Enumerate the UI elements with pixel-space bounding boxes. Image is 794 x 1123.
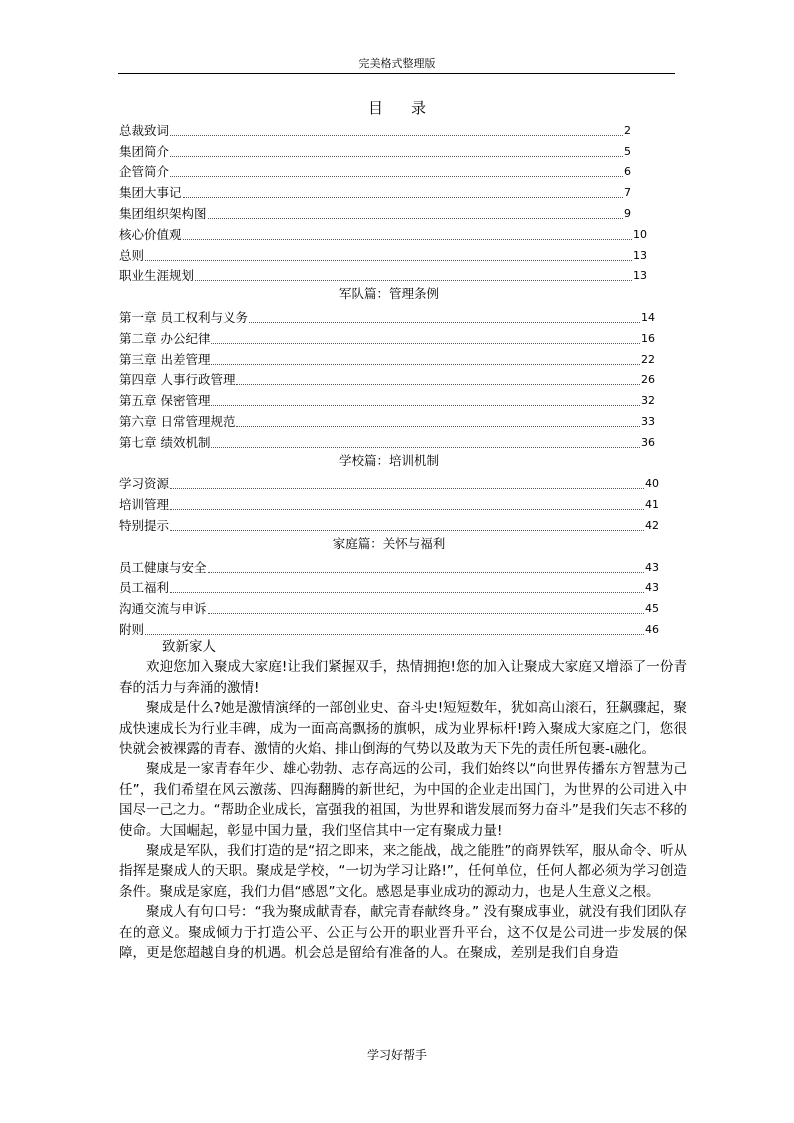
- toc-leader: [211, 354, 640, 365]
- toc-leader: [170, 166, 623, 177]
- table-of-contents: [119, 118, 659, 638]
- toc-entry-label: 集团简介: [119, 143, 170, 159]
- toc-entry-label: 总裁致词: [119, 122, 170, 138]
- toc-leader: [211, 395, 640, 406]
- toc-entry-label: 沟通交流与申诉: [119, 601, 207, 617]
- toc-entry-page: 41: [645, 498, 659, 512]
- toc-leader: [170, 582, 644, 593]
- toc-leader: [236, 374, 640, 385]
- toc-entry-page: 40: [645, 477, 659, 491]
- toc-entry[interactable]: [119, 617, 659, 638]
- toc-entry-label: 员工健康与安全: [119, 559, 207, 575]
- toc-entry[interactable]: [119, 555, 659, 576]
- welcome-letter: [119, 637, 687, 964]
- toc-entry-label: 职业生涯规划: [119, 268, 195, 284]
- toc-entry-page: 9: [624, 206, 631, 220]
- toc-section-heading: 学校篇：培训机制: [338, 452, 439, 468]
- toc-entry-page: 36: [641, 435, 655, 449]
- toc-entry-page: 32: [641, 394, 655, 408]
- toc-entry-label: 第五章 保密管理: [119, 393, 211, 409]
- toc-entry-page: 45: [645, 602, 659, 616]
- toc-entry[interactable]: [119, 139, 631, 160]
- letter-paragraph: 聚成是军队，我们打造的是“招之即来，来之能战，战之能胜”的商界铁军，服从命令、听从指挥是聚成人的天职。聚成是学校，“一切为学习让路!”，任何单位，任何人都必须为学习创造条件。聚成是家庭，我们力倡“感恩”文化。感恩是事业成功的源动力，也是人生意义之根。: [119, 843, 687, 900]
- toc-leader: [195, 270, 632, 281]
- letter-paragraph: 聚成是一家青春年少、雄心勃勃、志存高远的公司，我们始终以“向世界传播东方智慧为己任”，我们希望在风云激荡、四海翻腾的新世纪，为中国的企业走出国门，为世界的公司进入中国尽一己之力。“帮助企业成长，富强我的祖国，为世界和谐发展而努力奋斗”是我们矢志不移的使命。大国崛起，彰显中国力量，我们坚信其中一定有聚成力量!: [119, 761, 687, 839]
- toc-leader: [236, 416, 640, 427]
- toc-leader: [211, 437, 640, 448]
- toc-entry[interactable]: [119, 326, 655, 347]
- toc-entry-label: 第三章 出差管理: [119, 351, 211, 367]
- toc-entry-page: 33: [641, 414, 655, 428]
- toc-entry-page: 13: [633, 248, 647, 262]
- toc-entry[interactable]: [119, 160, 631, 181]
- toc-leader: [211, 333, 640, 344]
- toc-entry-page: 10: [633, 227, 647, 241]
- toc-entry-label: 总则: [119, 247, 145, 263]
- toc-entry-label: 第四章 人事行政管理: [119, 372, 236, 388]
- toc-entry-label: 核心价值观: [119, 226, 182, 242]
- letter-paragraph: 聚成是什么?她是激情演绎的一部创业史、奋斗史!短短数年，犹如高山滚石，狂飙骤起，聚成快速成长为行业丰碑，成为一面高高飘扬的旗帜，成为业界标杆!跨入聚成大家庭之门，您很快就会被裸露的青春、激情的火焰、排山倒海的气势以及敢为天下先的责任所包裹-ι融化。: [119, 700, 687, 758]
- toc-entry[interactable]: [119, 472, 659, 493]
- toc-entry[interactable]: [119, 409, 655, 430]
- toc-entry-label: 特别提示: [119, 517, 170, 533]
- toc-leader: [183, 187, 623, 198]
- toc-entry[interactable]: [119, 201, 631, 222]
- toc-entry[interactable]: [119, 576, 659, 597]
- toc-title-left: 目: [367, 99, 383, 117]
- toc-leader: [183, 229, 632, 240]
- toc-entry-page: 2: [624, 123, 631, 137]
- toc-leader: [170, 520, 644, 531]
- toc-entry-label: 集团组织架构图: [119, 205, 207, 221]
- toc-entry-page: 16: [641, 331, 655, 345]
- toc-leader: [170, 478, 644, 489]
- toc-entry[interactable]: [119, 368, 655, 389]
- toc-leader: [170, 146, 623, 157]
- toc-entry[interactable]: [119, 388, 655, 409]
- toc-entry-label: 学习资源: [119, 476, 170, 492]
- toc-entry-label: 企管简介: [119, 164, 170, 180]
- toc-title: [0, 99, 794, 117]
- toc-entry-page: 7: [624, 186, 631, 200]
- toc-leader: [145, 250, 632, 261]
- toc-entry-page: 22: [641, 352, 655, 366]
- toc-entry-page: 14: [641, 310, 655, 324]
- toc-entry[interactable]: [119, 430, 655, 451]
- toc-entry-page: 13: [633, 269, 647, 283]
- toc-entry-label: 附则: [119, 621, 145, 637]
- toc-section-heading: 军队篇：管理条例: [338, 286, 439, 302]
- toc-entry-label: 培训管理: [119, 497, 170, 513]
- toc-entry[interactable]: [119, 264, 647, 285]
- toc-entry[interactable]: [119, 347, 655, 368]
- toc-leader: [249, 312, 640, 323]
- toc-title-right: 录: [411, 99, 427, 117]
- toc-entry-label: 第六章 日常管理规范: [119, 413, 236, 429]
- toc-entry-page: 5: [624, 144, 631, 158]
- toc-entry[interactable]: [119, 222, 647, 243]
- toc-leader: [170, 125, 623, 136]
- toc-entry[interactable]: [119, 118, 631, 139]
- toc-entry-label: 第七章 绩效机制: [119, 434, 211, 450]
- toc-entry[interactable]: [119, 596, 659, 617]
- toc-leader: [208, 208, 623, 219]
- letter-paragraph: 欢迎您加入聚成大家庭!让我们紧握双手，热情拥抱!您的加入让聚成大家庭又增添了一份青春的活力与奔涌的激情!: [119, 659, 687, 696]
- toc-entry-page: 43: [645, 560, 659, 574]
- toc-entry-label: 第一章 员工权利与义务: [119, 309, 248, 325]
- toc-entry-page: 46: [645, 622, 659, 636]
- letter-paragraph: 聚成人有句口号：“我为聚成献青春，献完青春献终身。” 没有聚成事业，就没有我们团队存在的意义。聚成倾力于打造公平、公正与公开的职业晋升平台，这不仅是公司进一步发展的保障，更是您超越自身的机遇。机会总是留给有准备的人。在聚成，差别是我们自身造: [119, 904, 687, 962]
- toc-leader: [170, 499, 644, 510]
- toc-entry-page: 43: [645, 581, 659, 595]
- toc-entry[interactable]: [119, 492, 659, 513]
- header-rule: [118, 73, 675, 74]
- header-title: 完美格式整理版: [358, 57, 436, 70]
- toc-entry-label: 第二章 办公纪律: [119, 330, 211, 346]
- toc-leader: [208, 603, 644, 614]
- toc-entry[interactable]: [119, 513, 659, 534]
- footer-text: 学习好帮手: [366, 1048, 427, 1062]
- letter-salutation: 致新家人: [162, 639, 216, 655]
- toc-entry-label: 员工福利: [119, 580, 170, 596]
- toc-section-heading: 家庭篇：关怀与福利: [332, 535, 446, 551]
- toc-entry[interactable]: [119, 243, 647, 264]
- toc-entry-label: 集团大事记: [119, 185, 182, 201]
- toc-leader: [208, 562, 644, 573]
- toc-entry[interactable]: [119, 305, 655, 326]
- toc-entry-page: 42: [645, 518, 659, 532]
- toc-entry-page: 26: [641, 373, 655, 387]
- toc-leader: [145, 624, 644, 635]
- toc-entry[interactable]: [119, 180, 631, 201]
- toc-entry-page: 6: [624, 165, 631, 179]
